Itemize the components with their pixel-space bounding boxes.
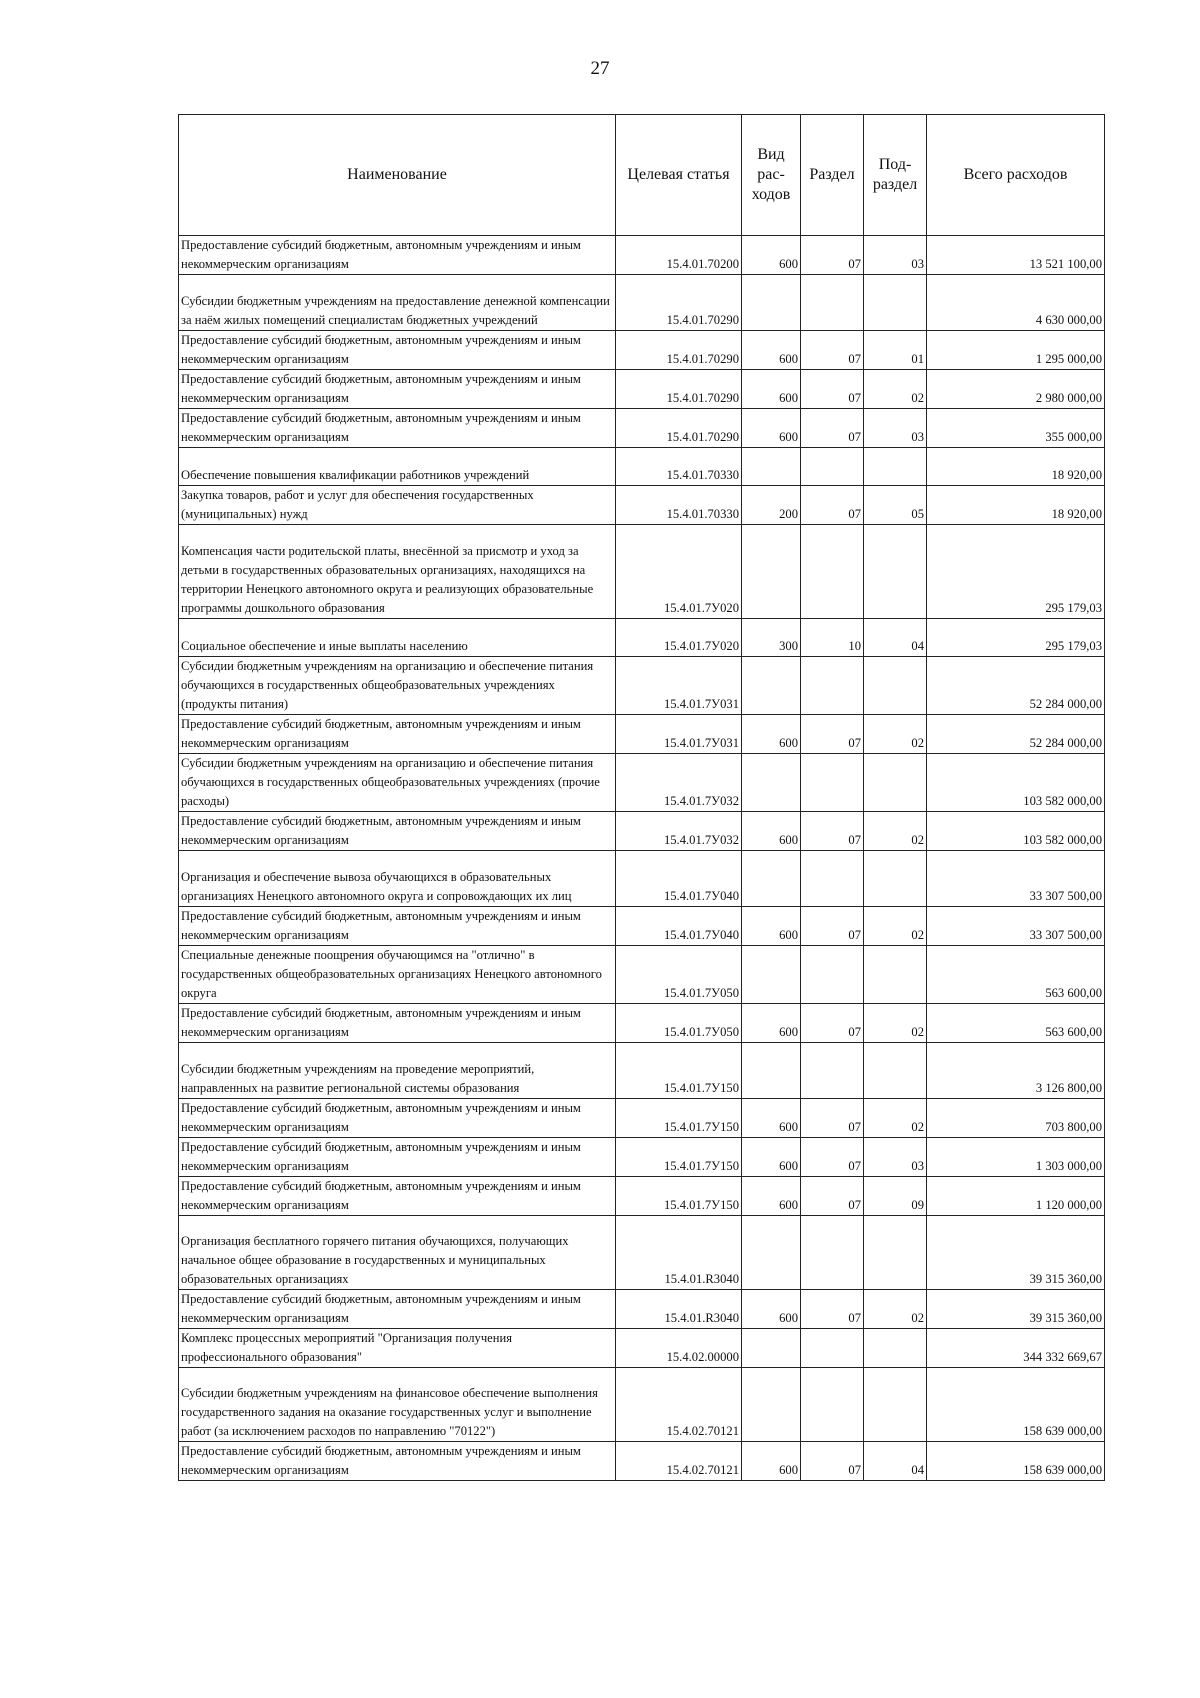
row-name: Предоставление субсидий бюджетным, автономным учреждениям и иным некоммерческим организациям (179, 715, 616, 754)
row-target-article: 15.4.01.R3040 (616, 1216, 742, 1290)
row-total: 563 600,00 (927, 1004, 1105, 1043)
table-header-row (179, 115, 1105, 236)
row-name: Субсидии бюджетным учреждениям на финансовое обеспечение выполнения государственного задания на оказание государственных услуг и выполнение работ (за исключением расходов по направлению "70122") (179, 1368, 616, 1442)
table-row (179, 331, 1105, 370)
table-row (179, 1290, 1105, 1329)
row-subsection: 01 (864, 331, 927, 370)
row-target-article: 15.4.01.7У150 (616, 1138, 742, 1177)
row-target-article: 15.4.02.70121 (616, 1368, 742, 1442)
row-total: 1 295 000,00 (927, 331, 1105, 370)
row-section (801, 525, 864, 619)
row-total: 1 120 000,00 (927, 1177, 1105, 1216)
row-target-article: 15.4.01.70290 (616, 331, 742, 370)
row-subsection: 09 (864, 1177, 927, 1216)
row-name: Субсидии бюджетным учреждениям на организацию и обеспечение питания обучающихся в государственных общеобразовательных учреждениях (прочие расходы) (179, 754, 616, 812)
row-subsection: 02 (864, 1004, 927, 1043)
row-section (801, 1368, 864, 1442)
row-name: Специальные денежные поощрения обучающимся на "отлично" в государственных общеобразовательных организациях Ненецкого автономного округа (179, 946, 616, 1004)
row-total: 1 303 000,00 (927, 1138, 1105, 1177)
row-target-article: 15.4.01.7У150 (616, 1099, 742, 1138)
row-subsection (864, 657, 927, 715)
row-target-article: 15.4.01.70290 (616, 370, 742, 409)
row-name: Компенсация части родительской платы, внесённой за присмотр и уход за детьми в государственных образовательных организациях, находящихся на территории Ненецкого автономного округа и реализующих образовательные программы дошкольного образования (179, 525, 616, 619)
row-section: 07 (801, 1004, 864, 1043)
row-expense-type: 600 (742, 715, 801, 754)
row-section (801, 851, 864, 907)
row-section: 07 (801, 1290, 864, 1329)
row-target-article: 15.4.01.7У050 (616, 946, 742, 1004)
table-row (179, 448, 1105, 486)
row-subsection: 02 (864, 812, 927, 851)
header-target-article: Целевая статья (616, 115, 742, 236)
row-expense-type (742, 946, 801, 1004)
table-row (179, 1043, 1105, 1099)
row-section (801, 657, 864, 715)
row-name: Субсидии бюджетным учреждениям на предоставление денежной компенсации за наём жилых помещений специалистам бюджетных учреждений (179, 275, 616, 331)
table-row (179, 715, 1105, 754)
row-total: 563 600,00 (927, 946, 1105, 1004)
row-total: 33 307 500,00 (927, 851, 1105, 907)
row-expense-type: 600 (742, 236, 801, 275)
row-total: 3 126 800,00 (927, 1043, 1105, 1099)
row-expense-type (742, 657, 801, 715)
table-row (179, 1177, 1105, 1216)
table-row (179, 1004, 1105, 1043)
row-section: 07 (801, 1138, 864, 1177)
header-name: Наименование (179, 115, 616, 236)
row-target-article: 15.4.01.7У031 (616, 657, 742, 715)
row-expense-type: 300 (742, 619, 801, 657)
row-total: 52 284 000,00 (927, 715, 1105, 754)
row-target-article: 15.4.01.70200 (616, 236, 742, 275)
row-expense-type (742, 1216, 801, 1290)
row-name: Предоставление субсидий бюджетным, автономным учреждениям и иным некоммерческим организациям (179, 370, 616, 409)
row-section: 07 (801, 715, 864, 754)
row-expense-type: 600 (742, 1177, 801, 1216)
row-section (801, 1043, 864, 1099)
table-row (179, 1329, 1105, 1368)
row-name: Предоставление субсидий бюджетным, автономным учреждениям и иным некоммерческим организациям (179, 1177, 616, 1216)
row-section: 07 (801, 812, 864, 851)
header-expense-type: Вид рас- ходов (742, 115, 801, 236)
row-target-article: 15.4.01.7У020 (616, 525, 742, 619)
row-name: Предоставление субсидий бюджетным, автономным учреждениям и иным некоммерческим организациям (179, 236, 616, 275)
row-name: Предоставление субсидий бюджетным, автономным учреждениям и иным некоммерческим организациям (179, 812, 616, 851)
table-row (179, 236, 1105, 275)
row-target-article: 15.4.01.7У032 (616, 754, 742, 812)
row-total: 13 521 100,00 (927, 236, 1105, 275)
row-expense-type: 600 (742, 409, 801, 448)
row-subsection (864, 946, 927, 1004)
table-row (179, 619, 1105, 657)
row-total: 158 639 000,00 (927, 1442, 1105, 1481)
row-total: 33 307 500,00 (927, 907, 1105, 946)
row-section: 07 (801, 236, 864, 275)
row-subsection (864, 275, 927, 331)
row-section: 07 (801, 331, 864, 370)
header-subsection: Под- раздел (864, 115, 927, 236)
row-target-article: 15.4.01.7У040 (616, 851, 742, 907)
row-total: 52 284 000,00 (927, 657, 1105, 715)
row-section: 07 (801, 1442, 864, 1481)
row-name: Предоставление субсидий бюджетным, автономным учреждениям и иным некоммерческим организациям (179, 1442, 616, 1481)
row-section (801, 1329, 864, 1368)
table-row (179, 370, 1105, 409)
row-section (801, 754, 864, 812)
row-target-article: 15.4.01.70290 (616, 275, 742, 331)
table-row (179, 1368, 1105, 1442)
row-subsection (864, 1368, 927, 1442)
row-target-article: 15.4.01.70290 (616, 409, 742, 448)
row-target-article: 15.4.01.7У050 (616, 1004, 742, 1043)
row-total: 344 332 669,67 (927, 1329, 1105, 1368)
row-name: Организация и обеспечение вывоза обучающихся в образовательных организациях Ненецкого автономного округа и сопровождающих их лиц (179, 851, 616, 907)
row-section: 07 (801, 409, 864, 448)
row-expense-type: 600 (742, 1004, 801, 1043)
row-subsection (864, 851, 927, 907)
row-total: 2 980 000,00 (927, 370, 1105, 409)
row-section (801, 1216, 864, 1290)
row-expense-type (742, 448, 801, 486)
row-total: 295 179,03 (927, 619, 1105, 657)
row-target-article: 15.4.02.70121 (616, 1442, 742, 1481)
row-expense-type (742, 851, 801, 907)
row-target-article: 15.4.01.7У031 (616, 715, 742, 754)
row-name: Социальное обеспечение и иные выплаты населению (179, 619, 616, 657)
row-name: Предоставление субсидий бюджетным, автономным учреждениям и иным некоммерческим организациям (179, 1138, 616, 1177)
header-section: Раздел (801, 115, 864, 236)
row-subsection (864, 525, 927, 619)
row-section: 07 (801, 907, 864, 946)
row-expense-type (742, 525, 801, 619)
table-row (179, 409, 1105, 448)
row-name: Субсидии бюджетным учреждениям на проведение мероприятий, направленных на развитие региональной системы образования (179, 1043, 616, 1099)
row-target-article: 15.4.01.7У150 (616, 1043, 742, 1099)
row-subsection: 03 (864, 236, 927, 275)
table-row (179, 851, 1105, 907)
row-expense-type: 600 (742, 331, 801, 370)
row-section: 07 (801, 370, 864, 409)
row-section (801, 946, 864, 1004)
row-total: 355 000,00 (927, 409, 1105, 448)
table-row (179, 907, 1105, 946)
row-name: Предоставление субсидий бюджетным, автономным учреждениям и иным некоммерческим организациям (179, 907, 616, 946)
row-name: Обеспечение повышения квалификации работников учреждений (179, 448, 616, 486)
row-target-article: 15.4.01.70330 (616, 448, 742, 486)
row-subsection (864, 754, 927, 812)
row-target-article: 15.4.01.7У020 (616, 619, 742, 657)
row-name: Закупка товаров, работ и услуг для обеспечения государственных (муниципальных) нужд (179, 486, 616, 525)
row-target-article: 15.4.02.00000 (616, 1329, 742, 1368)
row-total: 39 315 360,00 (927, 1216, 1105, 1290)
row-total: 103 582 000,00 (927, 812, 1105, 851)
row-name: Субсидии бюджетным учреждениям на организацию и обеспечение питания обучающихся в государственных общеобразовательных учреждениях (продукты питания) (179, 657, 616, 715)
row-expense-type: 600 (742, 1290, 801, 1329)
row-total: 158 639 000,00 (927, 1368, 1105, 1442)
row-subsection: 02 (864, 1099, 927, 1138)
table-row (179, 657, 1105, 715)
row-name: Предоставление субсидий бюджетным, автономным учреждениям и иным некоммерческим организациям (179, 1290, 616, 1329)
row-target-article: 15.4.01.7У032 (616, 812, 742, 851)
row-subsection: 03 (864, 409, 927, 448)
row-expense-type: 600 (742, 907, 801, 946)
row-subsection (864, 1043, 927, 1099)
row-name: Предоставление субсидий бюджетным, автономным учреждениям и иным некоммерческим организациям (179, 1004, 616, 1043)
table-row (179, 1138, 1105, 1177)
row-expense-type (742, 1368, 801, 1442)
row-subsection: 04 (864, 1442, 927, 1481)
row-expense-type: 600 (742, 812, 801, 851)
row-subsection: 03 (864, 1138, 927, 1177)
row-total: 703 800,00 (927, 1099, 1105, 1138)
row-subsection: 05 (864, 486, 927, 525)
row-total: 4 630 000,00 (927, 275, 1105, 331)
row-target-article: 15.4.01.70330 (616, 486, 742, 525)
row-subsection: 02 (864, 907, 927, 946)
row-section: 07 (801, 486, 864, 525)
row-name: Комплекс процессных мероприятий "Организация получения профессионального образования" (179, 1329, 616, 1368)
row-subsection: 04 (864, 619, 927, 657)
row-subsection (864, 1329, 927, 1368)
row-section (801, 448, 864, 486)
row-subsection: 02 (864, 370, 927, 409)
header-total: Всего расходов (927, 115, 1105, 236)
row-expense-type (742, 754, 801, 812)
table-row (179, 1216, 1105, 1290)
row-target-article: 15.4.01.7У040 (616, 907, 742, 946)
table-row (179, 812, 1105, 851)
row-subsection: 02 (864, 715, 927, 754)
row-section: 10 (801, 619, 864, 657)
table-row (179, 754, 1105, 812)
row-total: 18 920,00 (927, 448, 1105, 486)
row-expense-type: 600 (742, 370, 801, 409)
row-name: Предоставление субсидий бюджетным, автономным учреждениям и иным некоммерческим организациям (179, 331, 616, 370)
row-expense-type (742, 1043, 801, 1099)
table-row (179, 486, 1105, 525)
row-target-article: 15.4.01.7У150 (616, 1177, 742, 1216)
page-number: 27 (590, 58, 610, 79)
table-row (179, 1442, 1105, 1481)
table-row (179, 275, 1105, 331)
row-section: 07 (801, 1099, 864, 1138)
row-total: 18 920,00 (927, 486, 1105, 525)
row-section: 07 (801, 1177, 864, 1216)
budget-table (178, 114, 1105, 1481)
row-expense-type: 600 (742, 1442, 801, 1481)
row-subsection (864, 1216, 927, 1290)
row-subsection: 02 (864, 1290, 927, 1329)
row-expense-type (742, 275, 801, 331)
row-total: 295 179,03 (927, 525, 1105, 619)
row-name: Предоставление субсидий бюджетным, автономным учреждениям и иным некоммерческим организациям (179, 409, 616, 448)
row-total: 39 315 360,00 (927, 1290, 1105, 1329)
row-section (801, 275, 864, 331)
row-expense-type (742, 1329, 801, 1368)
row-expense-type: 600 (742, 1138, 801, 1177)
table-row (179, 525, 1105, 619)
row-name: Организация бесплатного горячего питания обучающихся, получающих начальное общее образование в государственных и муниципальных образовательных организациях (179, 1216, 616, 1290)
row-total: 103 582 000,00 (927, 754, 1105, 812)
row-subsection (864, 448, 927, 486)
table-row (179, 946, 1105, 1004)
table-row (179, 1099, 1105, 1138)
row-name: Предоставление субсидий бюджетным, автономным учреждениям и иным некоммерческим организациям (179, 1099, 616, 1138)
row-expense-type: 600 (742, 1099, 801, 1138)
row-target-article: 15.4.01.R3040 (616, 1290, 742, 1329)
row-expense-type: 200 (742, 486, 801, 525)
